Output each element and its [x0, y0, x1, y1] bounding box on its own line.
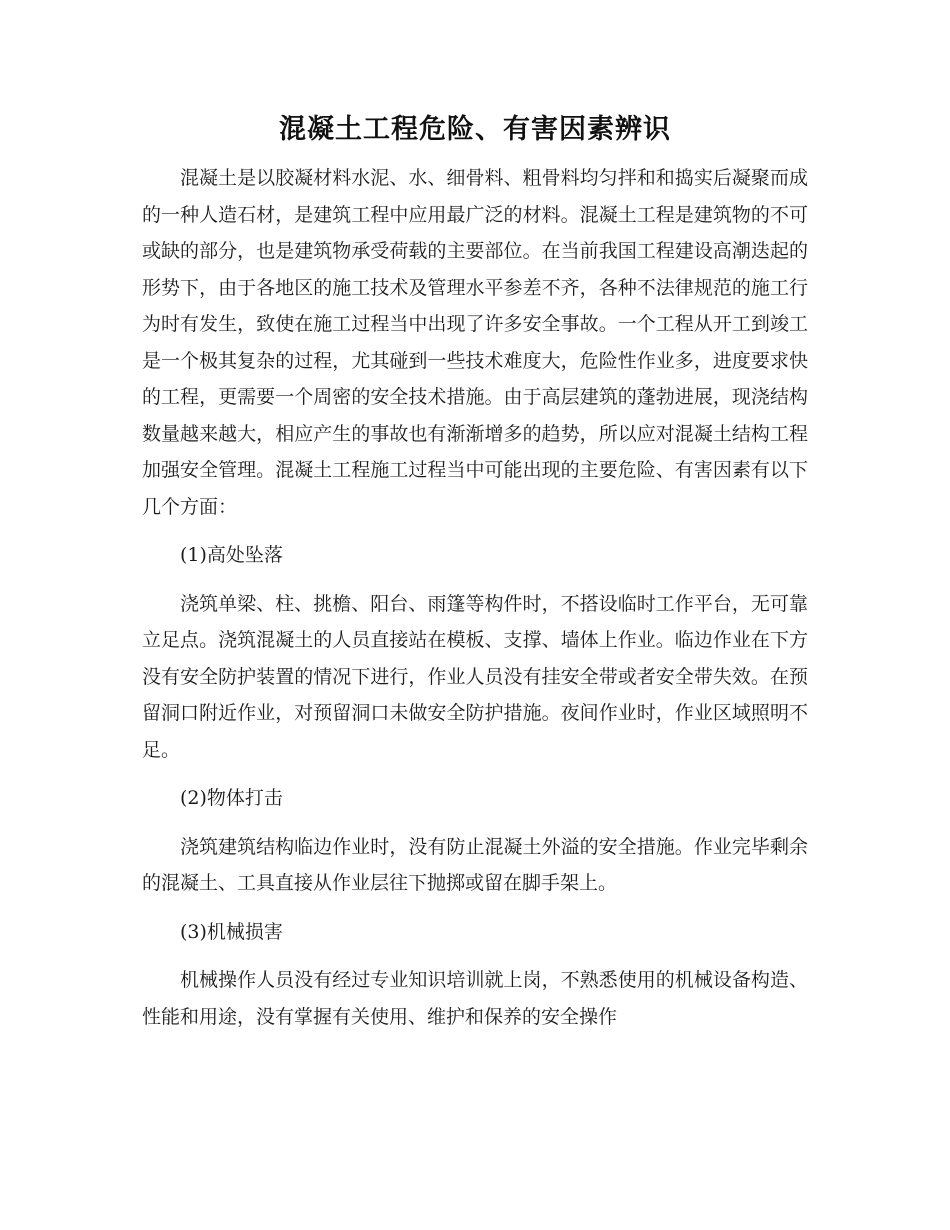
section-body-machinery: 机械操作人员没有经过专业知识培训就上岗，不熟悉使用的机械设备构造、性能和用途，没有掌握有关使用、维护和保养的安全操作	[142, 969, 808, 1028]
section-heading-machinery: (3)机械损害	[180, 920, 283, 943]
document-page	[142, 110, 808, 1035]
section-body-fall: 浇筑单梁、柱、挑檐、阳台、雨篷等构件时，不搭设临时工作平台，无可靠立足点。浇筑混凝土的人员直接站在模板、支撑、墙体上作业。临边作业在下方没有安全防护装置的情况下进行，作业人员没有挂安全带或者安全带失效。在预留洞口附近作业，对预留洞口未做安全防护措施。夜间作业时，作业区域照明不足。	[142, 592, 808, 761]
section-body-strike: 浇筑建筑结构临边作业时，没有防止混凝土外溢的安全措施。作业完毕剩余的混凝土、工具直接从作业层往下抛掷或留在脚手架上。	[142, 835, 808, 894]
intro-paragraph: 混凝土是以胶凝材料水泥、水、细骨料、粗骨料均匀拌和和捣实后凝聚而成的一种人造石材，是建筑工程中应用最广泛的材料。混凝土工程是建筑物的不可或缺的部分，也是建筑物承受荷载的主要部位。在当前我国工程建设高潮迭起的形势下，由于各地区的施工技术及管理水平参差不齐，各种不法律规范的施工行为时有发生，致使在施工过程当中出现了许多安全事故。一个工程从开工到竣工是一个极其复杂的过程，尤其碰到一些技术难度大，危险性作业多，进度要求快的工程，更需要一个周密的安全技术措施。由于高层建筑的蓬勃进展，现浇结构数量越来越大，相应产生的事故也有渐渐增多的趋势，所以应对混凝土结构工程加强安全管理。混凝土工程施工过程当中可能出现的主要危险、有害因素有以下几个方面：	[142, 167, 808, 518]
section-heading-strike: (2)物体打击	[180, 787, 283, 809]
section-heading-fall: (1)高处坠落	[180, 544, 283, 566]
document-title: 混凝土工程危险、有害因素辨识	[279, 114, 671, 145]
